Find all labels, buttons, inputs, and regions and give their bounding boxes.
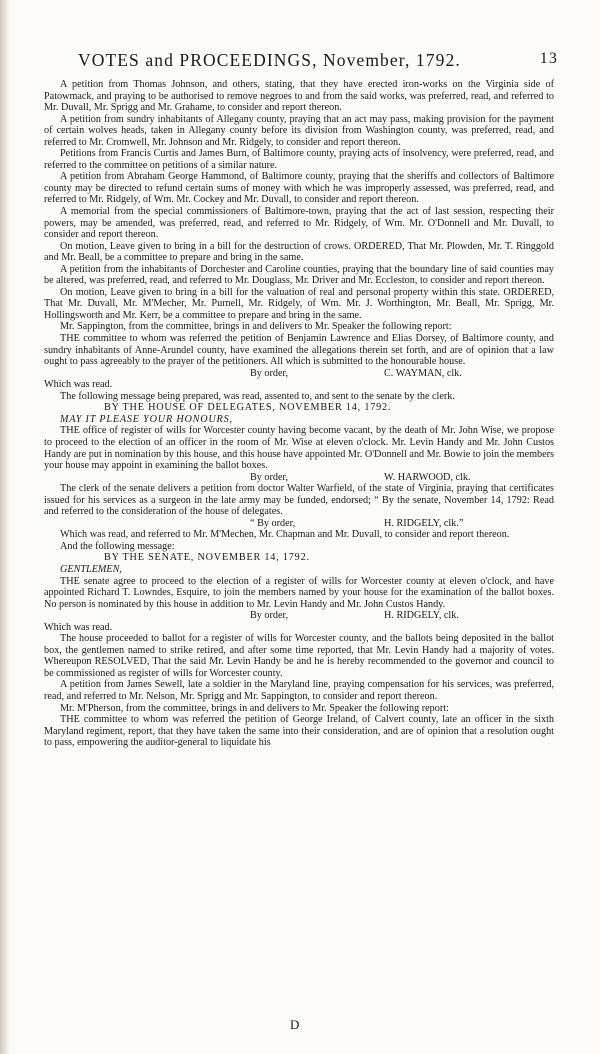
paragraph-ireland-report: THE committee to whom was referred the petition of George Ireland, of Calvert county, late an officer in the sixth Maryland regiment, report, that they have taken the same into their consideration, and are of opinion that a resolution ought to pass, empowering the auditor-general to liquidate his [44,714,554,749]
paragraph-mpherson-report-intro: Mr. M'Pherson, from the committee, brings in and delivers to Mr. Speaker the following report: [60,702,449,714]
salutation-gentlemen: GENTLEMEN, [60,563,122,575]
salutation-honours: MAY IT PLEASE YOUR HONOURS, [60,413,233,425]
paragraph-johnson-petition: A petition from Thomas Johnson, and others, stating, that they have erected iron-works on the Virginia side of Patowmack, and praying to be authorised to remove negroes to and from the said works, was preferred, read, and referred to Mr. Duvall, Mr. Sprigg and Mr. Grahame, to consider and report thereon. [44,79,554,114]
signature-mark: D [290,1017,300,1032]
signature-by-order: By order, [250,367,289,379]
journal-text [44,79,554,749]
paragraph-following-message: And the following message: [60,540,175,552]
paragraph-warfield-referred: Which was read, and referred to Mr. M'Mechen, Mr. Chapman and Mr. Duvall, to consider and report thereon. [60,529,510,541]
page-number: 13 [539,50,558,67]
paragraph-sewell-petition: A petition from James Sewell, late a soldier in the Maryland line, praying compensation for his services, was preferred, read, and referred to Mr. Nelson, Mr. Sprigg and Mr. Sappington, to consider and report thereon. [44,679,554,702]
heading-house-of-delegates: BY THE HOUSE OF DELEGATES, NOVEMBER 14, 1792. [104,402,392,414]
signature-name: H. RIDGELY, clk. [384,610,459,622]
signature-name: H. RIDGELY, clk.” [384,517,464,529]
paragraph-hammond-petition: A petition from Abraham George Hammond, of Baltimore county, praying that the sheriffs and collectors of Baltimore county may be directed to refund certain sums of money with which he was improperly assessed, was preferred, read, and referred to Mr. Ridgely, of Wm. Mr. Cockey and Mr. Duvall, to consider and report thereon. [44,171,554,206]
paragraph-register-vacancy: THE office of register of wills for Worcester county having become vacant, by the death of Mr. John Wise, we propose to proceed to the election of an officer in the room of Mr. Wise at eleven o'clock. Mr. Levin Handy and Mr. John Custos Handy are put in nomination by this house, and this house have appointed Mr. O'Donnell and Mr. Bowie to join the members your house may appoint in examining the ballot boxes. [44,425,555,472]
running-header [78,50,558,76]
signature-by-order: “ By order, [250,517,296,529]
paragraph-curtis-burn-petitions: Petitions from Francis Curtis and James Burn, of Baltimore county, praying acts of insolvency, were preferred, read, and referred to the committee on petitions of a similar nature. [44,148,554,171]
signature-harwood [44,472,554,484]
signature-ridgely [44,610,554,622]
signature-name: W. HARWOOD, clk. [384,471,471,483]
signature-name: C. WAYMAN, clk. [384,367,462,379]
binding-gutter [0,0,10,1054]
signature-ridgely-quoted [44,518,554,530]
paragraph-sappington-report-intro: Mr. Sappington, from the committee, brings in and delivers to Mr. Speaker the following report: [60,321,452,333]
paragraph-senate-agree: THE senate agree to proceed to the election of a register of wills for Worcester county at eleven o'clock, and have appointed Richard T. Lowndes, Esquire, to join the members named by your house for the examination of the ballot boxes. No person is nominated by this house in addition to Mr. Levin Handy and Mr. John Custos Handy. [44,575,554,610]
paragraph-ballot: The house proceeded to ballot for a register of wills for Worcester county, and the ballots being deposited in the ballot box, the gentlemen named to strike retired, and after some time reported, that Mr. Levin Handy had a majority of votes. Whereupon RESOLVED, That the said Mr. Levin Handy be and he is hereby recommended to the governor and council to be commissioned as register of wills for Worcester county. [44,633,554,679]
paragraph-crows-bill: On motion, Leave given to bring in a bill for the destruction of crows. ORDERED, That Mr. Plowden, Mr. T. Ringgold and Mr. Beall, be a committee to prepare and bring in the same. [44,240,554,264]
signature-by-order: By order, [250,610,289,622]
paragraph-committee-report: THE committee to whom was referred the petition of Benjamin Lawrence and Elias Dorsey, of Baltimore county, and sundry inhabitants of Anne-Arundel county, have examined the allegations therein set forth, and are of opinion that a law ought to pass agreeably to the prayer of the petitioners. All which is submitted to the honourable house. [44,333,554,368]
paragraph-valuation-bill: On motion, Leave given to bring in a bill for the valuation of real and personal property within this state. ORDERED, That Mr. Duvall, Mr. M'Mecher, Mr. Purnell, Mr. Ridgely, of Wm. Mr. J. Worthington, Mr. Beall, Mr. Sprigg, Mr. Hollingsworth and Mr. Kerr, be a committee to prepare and bring in the same. [44,286,554,321]
signature-wayman [44,368,554,380]
paragraph-allegany-petition: A petition from sundry inhabitants of Allegany county, praying that an act may pass, making provision for the payment of certain wolves heads, taken in Allegany county before its division from Washington county, was preferred, read, and referred to Mr. Cromwell, Mr. Johnson and Mr. Ridgely, to consider and report thereon. [44,113,554,148]
header-title: VOTES and PROCEEDINGS, November, 1792. [78,50,461,70]
paragraph-which-was-read: Which was read. [44,379,113,391]
paragraph-warfield-petition: The clerk of the senate delivers a petition from doctor Walter Warfield, of the state of Virginia, praying that certificates issued for his services as a surgeon in the late army may be funded, endorsed; “ By the senate, November 14, 1792: Read and referred to the consideration of the house of delegates. [44,483,554,518]
paragraph-message-prepared: The following message being prepared, was read, assented to, and sent to the senate by the clerk. [60,390,455,402]
heading-senate: BY THE SENATE, NOVEMBER 14, 1792. [104,552,310,564]
paragraph-which-was-read-2: Which was read. [44,621,113,633]
paragraph-baltimore-memorial: A memorial from the special commissioners of Baltimore-town, praying that the act of last session, respecting their powers, may be amended, was preferred, read, and referred to Mr. Ridgely, of Wm. Mr. O'Donnell and Mr. Duvall, to consider and report thereon. [44,206,554,241]
paragraph-boundary-petition: A petition from the inhabitants of Dorchester and Caroline counties, praying that the boundary line of said counties may be altered, was preferred, read, and referred to Mr. Douglass, Mr. Driver and Mr. Eccleston, to consider and report thereon. [44,263,554,287]
signature-by-order: By order, [250,471,289,483]
